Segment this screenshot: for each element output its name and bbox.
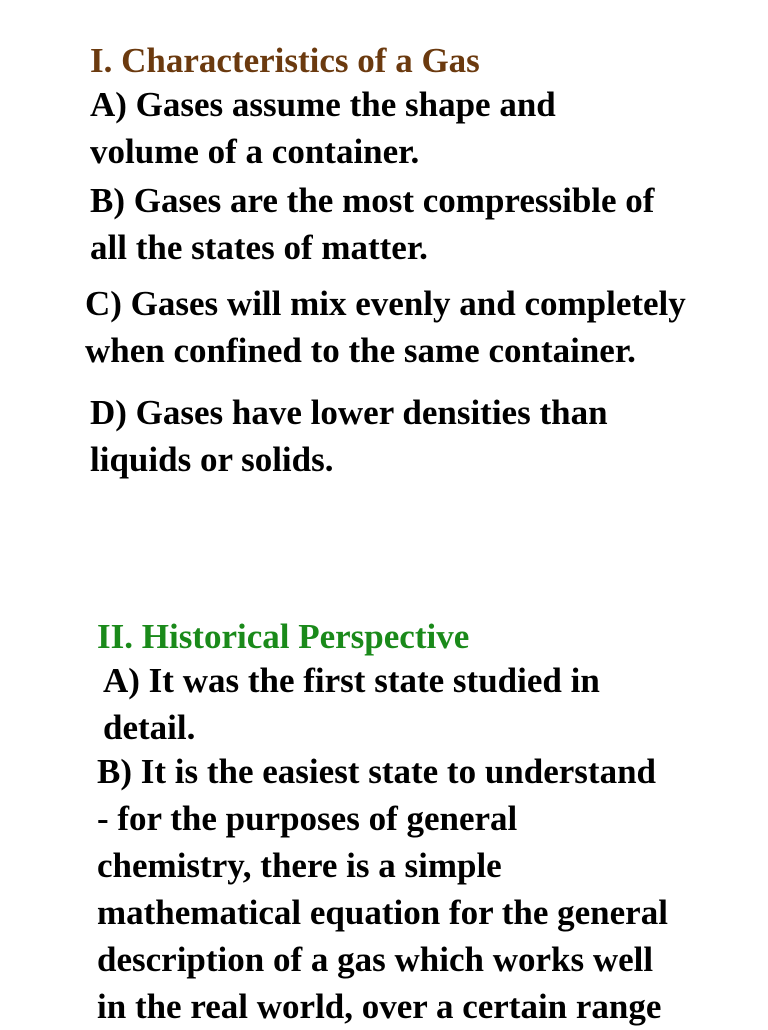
text-line: - for the purposes of general [97,799,518,838]
heading-text: II. Historical Perspective [97,617,470,656]
heading-text: I. Characteristics of a Gas [90,41,480,80]
text-line: description of a gas which works well [97,940,654,979]
text-line: liquids or solids. [90,440,334,479]
section-1-heading [90,37,480,84]
text-line: volume of a container. [90,132,420,171]
text-line: when confined to the same container. [85,331,636,370]
text-line: all the states of matter. [90,228,428,267]
section-1-item-b [90,177,654,271]
section-1-item-d [90,389,608,483]
text-line: A) It was the first state studied in [103,661,600,700]
section-1-item-c [85,280,686,374]
section-2-item-b [97,748,668,1030]
text-line: chemistry, there is a simple [97,846,502,885]
section-2-item-a [103,657,600,751]
text-line: A) Gases assume the shape and [90,85,556,124]
text-line: in the real world, over a certain range [97,987,662,1026]
text-line: B) It is the easiest state to understand [97,752,657,791]
text-line: B) Gases are the most compressible of [90,181,655,220]
text-line: C) Gases will mix evenly and completely [85,284,686,323]
text-line: mathematical equation for the general [97,893,668,932]
section-1-item-a [90,81,556,175]
text-line: D) Gases have lower densities than [90,393,608,432]
section-2-heading [97,613,469,660]
text-line: detail. [103,708,196,747]
